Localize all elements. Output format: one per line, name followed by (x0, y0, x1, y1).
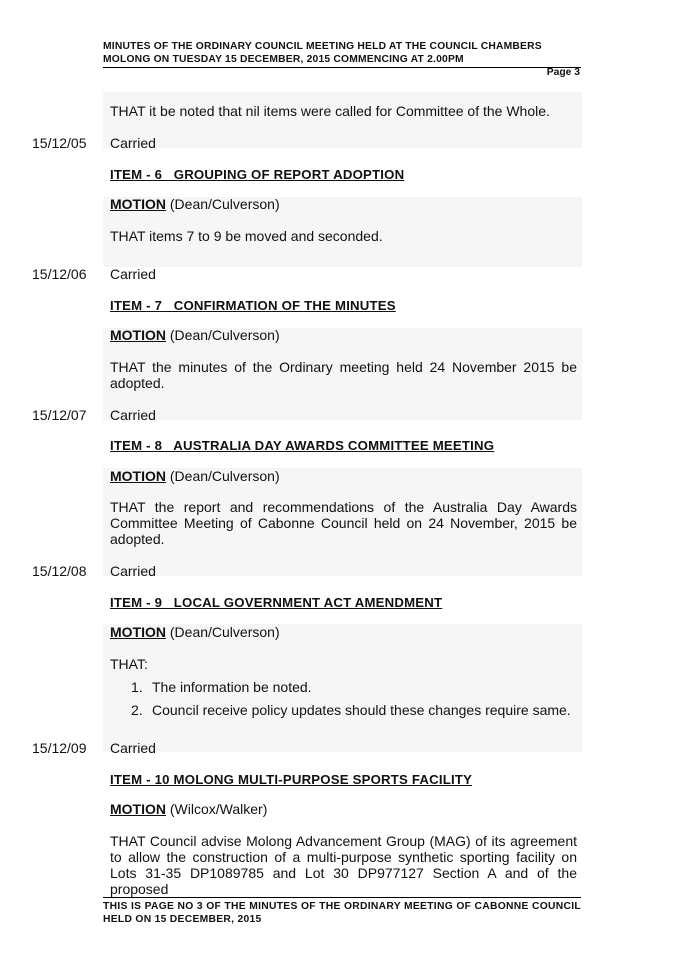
list-item-number: 1. (131, 679, 143, 695)
carried-label: Carried (110, 135, 156, 151)
movers: (Wilcox/Walker) (166, 801, 268, 817)
carried-label: Carried (110, 266, 156, 282)
item-9-text: THAT: (110, 656, 148, 672)
item-7-text: THAT the minutes of the Ordinary meeting held 24 November 2015 be adopted. (110, 359, 577, 391)
list-item: Council receive policy updates should these changes require same. (152, 702, 571, 718)
header-line-1: MINUTES OF THE ORDINARY COUNCIL MEETING HELD AT THE COUNCIL CHAMBERS (103, 41, 542, 52)
movers: (Dean/Culverson) (166, 468, 280, 484)
carried-label: Carried (110, 407, 156, 423)
carried-label: Carried (110, 740, 156, 756)
page-header (103, 40, 581, 68)
carried-label: Carried (110, 563, 156, 579)
movers: (Dean/Culverson) (166, 327, 280, 343)
list-item-number: 2. (131, 702, 143, 718)
motion-label: MOTION (110, 196, 166, 212)
item-10-motion (110, 801, 267, 817)
resolution-number: 15/12/06 (32, 266, 87, 282)
item-10-heading: ITEM - 10 MOLONG MULTI-PURPOSE SPORTS FACILITY (110, 772, 473, 787)
movers: (Dean/Culverson) (166, 196, 280, 212)
item-9-heading: ITEM - 9 LOCAL GOVERNMENT ACT AMENDMENT (110, 595, 443, 610)
page-footer: THIS IS PAGE NO 3 OF THE MINUTES OF THE ORDINARY MEETING OF CABONNE COUNCIL HELD ON 15 DECEMBER, 2015 (103, 897, 581, 926)
intro-shade (103, 92, 582, 148)
motion-label: MOTION (110, 468, 166, 484)
item-8-text: THAT the report and recommendations of the Australia Day Awards Committee Meeting of Cabonne Council held on 24 November, 2015 be adopted. (110, 499, 577, 547)
movers: (Dean/Culverson) (166, 624, 280, 640)
intro-text: THAT it be noted that nil items were called for Committee of the Whole. (110, 103, 550, 119)
motion-label: MOTION (110, 801, 166, 817)
item-9-motion (110, 624, 280, 640)
item-7-heading: ITEM - 7 CONFIRMATION OF THE MINUTES (110, 298, 396, 313)
page-number: Page 3 (546, 67, 580, 78)
item-6-text: THAT items 7 to 9 be moved and seconded. (110, 228, 383, 244)
item-6-motion (110, 196, 280, 212)
resolution-number: 15/12/05 (32, 135, 87, 151)
item-7-motion (110, 327, 280, 343)
resolution-number: 15/12/09 (32, 740, 87, 756)
item-6-heading: ITEM - 6 GROUPING OF REPORT ADOPTION (110, 167, 405, 182)
list-item: The information be noted. (152, 679, 312, 695)
resolution-number: 15/12/07 (32, 407, 87, 423)
resolution-number: 15/12/08 (32, 563, 87, 579)
header-line-2: MOLONG ON TUESDAY 15 DECEMBER, 2015 COMMENCING AT 2.00PM (103, 53, 581, 68)
item-8-motion (110, 468, 280, 484)
item-10-text: THAT Council advise Molong Advancement Group (MAG) of its agreement to allow the construction of a multi-purpose synthetic sporting facility on Lots 31-35 DP1089785 and Lot 30 DP977127 Section A and of the proposed (110, 833, 577, 897)
motion-label: MOTION (110, 624, 166, 640)
motion-label: MOTION (110, 327, 166, 343)
item-8-heading: ITEM - 8 AUSTRALIA DAY AWARDS COMMITTEE MEETING (110, 438, 495, 453)
